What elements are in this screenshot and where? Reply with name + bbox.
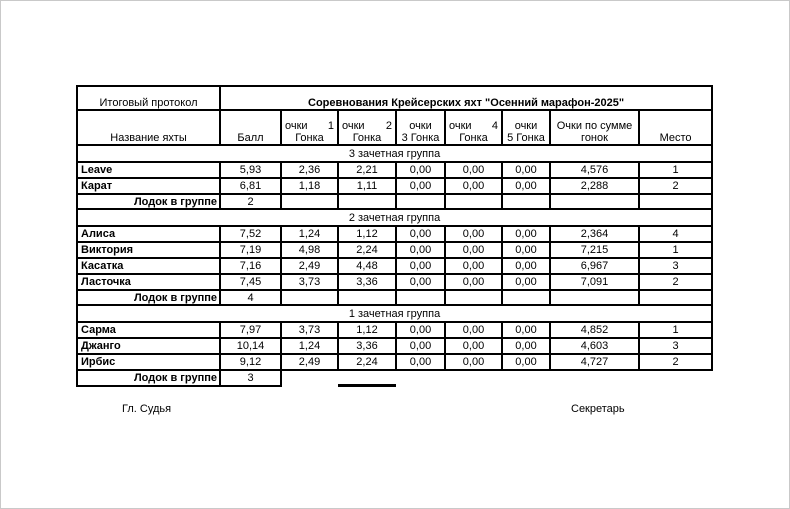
race-1-points-line	[282, 120, 337, 132]
col-header-race-4	[445, 110, 502, 145]
cell-race-4: 0,00	[445, 242, 502, 258]
yacht-row	[77, 274, 712, 290]
cell-race-2: 2,24	[338, 242, 396, 258]
cell-race-4: 0,00	[445, 338, 502, 354]
cell-race-5: 0,00	[502, 274, 550, 290]
race-3-label: 3 Гонка	[401, 132, 440, 144]
race-1-number: 1	[327, 120, 334, 132]
cell-score: 6,81	[220, 178, 281, 194]
boats-in-group-row	[77, 194, 712, 209]
protocol-label: Итоговый протокол	[77, 86, 220, 110]
yacht-row	[77, 354, 712, 370]
cell-total: 2,364	[550, 226, 639, 242]
cell-race-2: 3,36	[338, 274, 396, 290]
cell-score: 7,16	[220, 258, 281, 274]
boats-in-group-row	[77, 370, 712, 386]
cell-place: 3	[639, 338, 712, 354]
race-2-number: 2	[385, 120, 392, 132]
cell-yacht-name: Сарма	[77, 322, 220, 338]
yacht-row	[77, 338, 712, 354]
group-header-row	[77, 209, 712, 226]
cell-race-4: 0,00	[445, 354, 502, 370]
col-header-yacht-name: Название яхты	[77, 110, 220, 145]
race-4-label: Гонка	[459, 132, 488, 144]
cell-race-1: 3,73	[281, 322, 338, 338]
col-header-race-3	[396, 110, 445, 145]
race-2-points-label: очки	[342, 120, 365, 132]
col-header-race-2	[338, 110, 396, 145]
cell-total: 4,576	[550, 162, 639, 178]
cell-score: 7,45	[220, 274, 281, 290]
cell-race-2: 4,48	[338, 258, 396, 274]
cell-race-1: 2,49	[281, 354, 338, 370]
cell-place: 3	[639, 258, 712, 274]
empty-cell	[502, 290, 550, 305]
cell-race-2: 2,24	[338, 354, 396, 370]
title-row	[77, 86, 712, 110]
secretary-signature-label: Секретарь	[571, 403, 625, 415]
group-header-row	[77, 305, 712, 322]
stray-underline	[338, 370, 396, 386]
cell-race-1: 1,24	[281, 226, 338, 242]
col-header-total	[550, 110, 639, 145]
cell-race-3: 0,00	[396, 338, 445, 354]
cell-race-5: 0,00	[502, 258, 550, 274]
column-header-row	[77, 110, 712, 145]
cell-race-4: 0,00	[445, 162, 502, 178]
cell-race-3: 0,00	[396, 162, 445, 178]
cell-score: 7,19	[220, 242, 281, 258]
cell-score: 10,14	[220, 338, 281, 354]
blank-area	[396, 370, 445, 386]
group-title: 3 зачетная группа	[77, 145, 712, 162]
cell-race-4: 0,00	[445, 178, 502, 194]
blank-area	[502, 370, 550, 386]
cell-race-5: 0,00	[502, 162, 550, 178]
boats-in-group-count: 2	[220, 194, 281, 209]
empty-cell	[281, 290, 338, 305]
cell-race-5: 0,00	[502, 354, 550, 370]
cell-race-1: 2,49	[281, 258, 338, 274]
race-5-label: 5 Гонка	[507, 132, 545, 144]
blank-area	[550, 370, 639, 386]
blank-area	[281, 370, 338, 386]
cell-place: 2	[639, 354, 712, 370]
race-3-points-label: очки	[409, 120, 432, 132]
cell-place: 1	[639, 242, 712, 258]
race-5-points-label: очки	[514, 120, 538, 132]
cell-score: 7,97	[220, 322, 281, 338]
empty-cell	[550, 290, 639, 305]
competition-title: Соревнования Крейсерских яхт "Осенний марафон-2025"	[220, 86, 712, 110]
empty-cell	[281, 194, 338, 209]
cell-race-2: 1,12	[338, 226, 396, 242]
cell-race-4: 0,00	[445, 274, 502, 290]
boats-in-group-count: 4	[220, 290, 281, 305]
boats-in-group-label: Лодок в группе	[77, 194, 220, 209]
yacht-row	[77, 162, 712, 178]
cell-score: 5,93	[220, 162, 281, 178]
cell-yacht-name: Джанго	[77, 338, 220, 354]
cell-yacht-name: Касатка	[77, 258, 220, 274]
boats-in-group-count: 3	[220, 370, 281, 386]
cell-race-2: 3,36	[338, 338, 396, 354]
cell-race-3: 0,00	[396, 178, 445, 194]
empty-cell	[550, 194, 639, 209]
cell-race-4: 0,00	[445, 258, 502, 274]
race-4-points-line	[446, 120, 501, 132]
cell-place: 2	[639, 274, 712, 290]
cell-yacht-name: Ласточка	[77, 274, 220, 290]
cell-yacht-name: Виктория	[77, 242, 220, 258]
col-header-score: Балл	[220, 110, 281, 145]
cell-total: 7,215	[550, 242, 639, 258]
col-header-race-5	[502, 110, 550, 145]
cell-race-3: 0,00	[396, 274, 445, 290]
cell-race-2: 1,11	[338, 178, 396, 194]
blank-area	[445, 370, 502, 386]
race-4-number: 4	[491, 120, 498, 132]
empty-cell	[396, 290, 445, 305]
cell-race-5: 0,00	[502, 338, 550, 354]
race-2-label: Гонка	[352, 132, 382, 144]
cell-race-5: 0,00	[502, 242, 550, 258]
empty-cell	[639, 194, 712, 209]
cell-race-5: 0,00	[502, 322, 550, 338]
empty-cell	[445, 194, 502, 209]
blank-area	[639, 370, 712, 386]
cell-yacht-name: Алиса	[77, 226, 220, 242]
cell-total: 4,727	[550, 354, 639, 370]
cell-race-3: 0,00	[396, 322, 445, 338]
cell-race-3: 0,00	[396, 354, 445, 370]
yacht-row	[77, 258, 712, 274]
cell-place: 4	[639, 226, 712, 242]
cell-race-5: 0,00	[502, 226, 550, 242]
cell-race-1: 1,24	[281, 338, 338, 354]
cell-place: 2	[639, 178, 712, 194]
cell-yacht-name: Leave	[77, 162, 220, 178]
results-table	[76, 85, 713, 387]
cell-score: 7,52	[220, 226, 281, 242]
cell-race-1: 1,18	[281, 178, 338, 194]
group-title: 1 зачетная группа	[77, 305, 712, 322]
yacht-row	[77, 322, 712, 338]
cell-race-2: 1,12	[338, 322, 396, 338]
boats-in-group-row	[77, 290, 712, 305]
race-1-label: Гонка	[295, 132, 324, 144]
cell-total: 4,852	[550, 322, 639, 338]
empty-cell	[338, 290, 396, 305]
group-header-row	[77, 145, 712, 162]
race-2-points-line	[339, 120, 395, 132]
cell-place: 1	[639, 322, 712, 338]
race-4-points-label: очки	[449, 120, 472, 132]
boats-in-group-label: Лодок в группе	[77, 290, 220, 305]
cell-race-2: 2,21	[338, 162, 396, 178]
cell-total: 7,091	[550, 274, 639, 290]
judge-signature-label: Гл. Судья	[122, 403, 172, 415]
total-label-line2: гонок	[581, 132, 608, 144]
cell-race-1: 4,98	[281, 242, 338, 258]
cell-race-3: 0,00	[396, 226, 445, 242]
cell-total: 2,288	[550, 178, 639, 194]
cell-yacht-name: Карат	[77, 178, 220, 194]
total-label-line1: Очки по сумме	[556, 120, 633, 132]
cell-race-5: 0,00	[502, 178, 550, 194]
yacht-row	[77, 226, 712, 242]
cell-total: 4,603	[550, 338, 639, 354]
cell-yacht-name: Ирбис	[77, 354, 220, 370]
boats-in-group-label: Лодок в группе	[77, 370, 220, 386]
empty-cell	[502, 194, 550, 209]
cell-race-3: 0,00	[396, 258, 445, 274]
yacht-row	[77, 178, 712, 194]
cell-place: 1	[639, 162, 712, 178]
yacht-row	[77, 242, 712, 258]
col-header-place: Место	[639, 110, 712, 145]
empty-cell	[639, 290, 712, 305]
cell-score: 9,12	[220, 354, 281, 370]
cell-race-4: 0,00	[445, 322, 502, 338]
empty-cell	[338, 194, 396, 209]
col-header-race-1	[281, 110, 338, 145]
group-title: 2 зачетная группа	[77, 209, 712, 226]
cell-race-1: 2,36	[281, 162, 338, 178]
cell-race-4: 0,00	[445, 226, 502, 242]
cell-race-3: 0,00	[396, 242, 445, 258]
empty-cell	[445, 290, 502, 305]
empty-cell	[396, 194, 445, 209]
cell-total: 6,967	[550, 258, 639, 274]
cell-race-1: 3,73	[281, 274, 338, 290]
race-1-points-label: очки	[285, 120, 308, 132]
